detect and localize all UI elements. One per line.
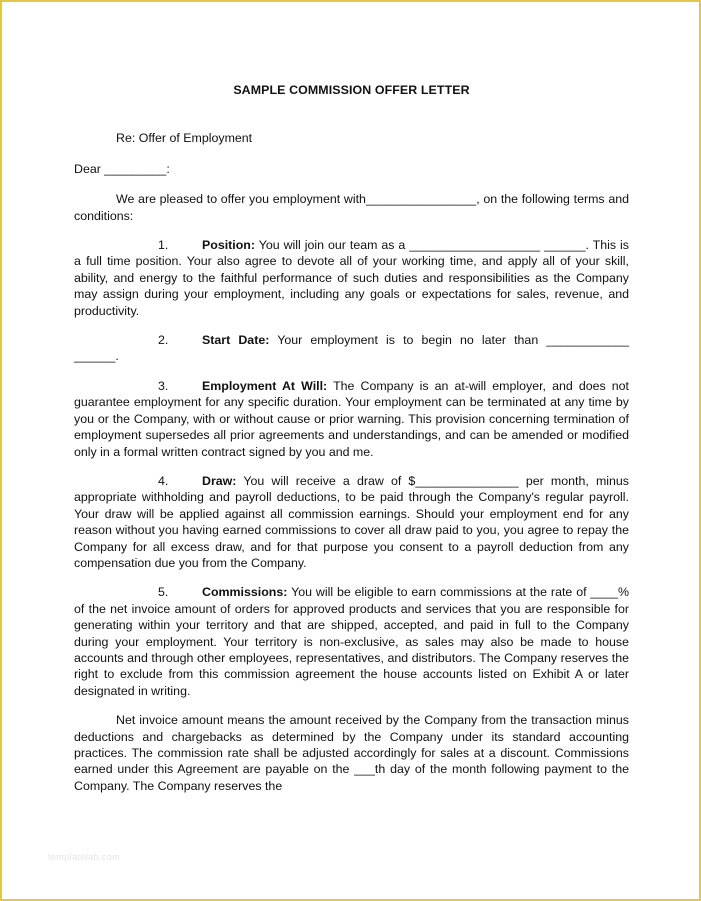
section-number: 5. <box>158 585 169 600</box>
section-number: 2. <box>158 333 169 348</box>
section-employment-at-will <box>74 378 629 460</box>
section-text: Your employment is to begin no later than ____________ ______. <box>74 333 630 364</box>
re-line: Re: Offer of Employment <box>116 131 253 146</box>
section-text: You will receive a draw of $_______________ per month, minus appropriate withholding and payroll deductions, to be paid through the Company's regular payroll. Your draw will be applied against all commission earnings. Should your employment end for any reason without you having earned commissions to cover all draw paid to you, you agree to repay the Company for all excess draw, and for that purpose you consent to a payroll deduction from any compensation due you from the Company. <box>74 473 629 570</box>
section-number: 1. <box>158 238 169 253</box>
section-draw <box>74 473 629 571</box>
section-text: You will be eligible to earn commissions at the rate of ____% of the net invoice amount of orders for approved products and services that you are responsible for generating within your territory and that are shipped, accepted, and paid in full to the Company during your employment. Your territory is non-exclusive, as sales may also be made to house accounts and through other employees, representatives, and distributors. The Company reserves the right to exclude from this commission agreement the house accounts listed on Exhibit A or later designated in writing. <box>74 585 630 698</box>
section-heading: Employment At Will: <box>202 378 328 393</box>
letter-title: SAMPLE COMMISSION OFFER LETTER <box>233 83 470 97</box>
intro-paragraph: We are pleased to offer you employment with________________, on the following terms and conditions: <box>74 192 629 223</box>
section-heading: Start Date: <box>202 333 270 348</box>
net-invoice-paragraph: Net invoice amount means the amount received by the Company from the transaction minus deductions and chargebacks as determined by the Company under its standard accounting practices. The commission rate shall be adjusted accordingly for sales at a discount. Commissions earned under this Agreement are payable on the ___th day of the month following payment to the Company. The Company reserves the <box>74 713 629 793</box>
section-commissions <box>74 584 629 699</box>
salutation: Dear _________: <box>74 161 170 176</box>
section-position <box>74 237 629 319</box>
section-heading: Position: <box>202 238 255 253</box>
letter-body <box>74 82 629 807</box>
section-heading: Commissions: <box>202 585 288 600</box>
section-start-date <box>74 332 629 365</box>
section-text: The Company is an at-will employer, and does not guarantee employment for any specific duration. Your employment can be terminated at any time by you or the Company, with or without cause or prior warning. This provision concerning termination of employment supersedes all prior agreements and understandings, and can be amended or modified only in a formal written contract signed by you and me. <box>74 378 630 459</box>
section-heading: Draw: <box>202 473 237 488</box>
section-text: You will join our team as a ___________________ ______. This is a full time position. Your also agree to devote all of your working time, and apply all of your skill, ability, and energy to the faithful performance of such duties and responsibilities as the Company may assign during your employment, including any goals or expectations for sales, revenue, and productivity. <box>74 238 629 318</box>
watermark: templatelab.com <box>48 852 121 862</box>
section-number: 4. <box>158 473 169 488</box>
section-number: 3. <box>158 378 169 393</box>
